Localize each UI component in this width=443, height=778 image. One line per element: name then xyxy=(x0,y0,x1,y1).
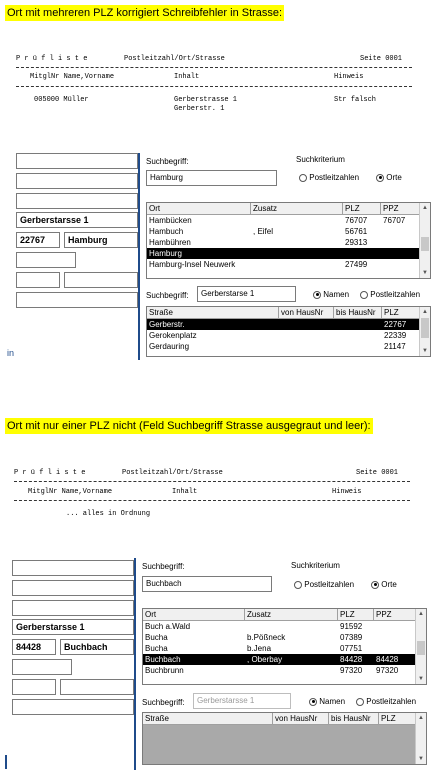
report1-col-inhalt: Inhalt xyxy=(174,73,200,81)
form2-ort-cell-ort: Bucha xyxy=(145,633,168,642)
form2-radio-postleitzahlen-label: Postleitzahlen xyxy=(366,697,417,706)
form2-ort-cell-ppz: 97320 xyxy=(376,666,399,675)
col-header-plz[interactable]: PLZ xyxy=(382,307,420,318)
form1-street-cell-plz: 22767 xyxy=(384,320,407,329)
form2-ort-cell-ppz: 84428 xyxy=(376,655,399,664)
form2-ort-cell-zusatz xyxy=(245,621,338,632)
scroll-down-icon[interactable]: ▼ xyxy=(418,676,424,682)
form1-field-2[interactable] xyxy=(16,173,138,189)
form2-ort-cell-zusatz: b.Pößneck xyxy=(247,633,286,642)
form1-street-cell-bis xyxy=(334,330,382,341)
form1-street-cell-von xyxy=(279,330,334,341)
form2-radio-plz-label: Postleitzahlen xyxy=(304,580,355,589)
form1-street-header xyxy=(147,307,420,319)
col-header-ort[interactable]: Ort xyxy=(147,203,251,214)
form1-ort-cell-ppz: 76707 xyxy=(383,216,406,225)
scroll-thumb[interactable] xyxy=(417,641,425,655)
form1-street-search-label: Suchbegriff: xyxy=(146,291,189,300)
form1-search-input[interactable]: Hamburg xyxy=(146,170,277,186)
radio-selected-icon xyxy=(376,174,384,182)
form1-ort-cell-zusatz xyxy=(251,248,343,259)
form1-ort-cell-zusatz xyxy=(251,215,343,226)
report1-row-nr-name: 005000 Müller xyxy=(34,96,89,104)
form1-ort-cell-plz: 29313 xyxy=(345,238,368,247)
form2-ort-cell-plz: 07389 xyxy=(340,633,363,642)
form2-radio-postleitzahlen[interactable] xyxy=(356,697,416,706)
report2-col-inhalt: Inhalt xyxy=(172,488,198,496)
form1-radio-plz[interactable] xyxy=(299,173,359,182)
form2-field-9[interactable] xyxy=(60,679,134,695)
report1-col-nr-name: MitglNr Name,Vorname xyxy=(30,73,115,81)
form1-ort-cell-ort: Hambühren xyxy=(149,238,191,247)
form1-field-7[interactable] xyxy=(16,252,76,268)
col-header-strasse[interactable]: Straße xyxy=(147,307,279,318)
scroll-down-icon[interactable]: ▼ xyxy=(422,270,428,276)
form2-ort-grid[interactable] xyxy=(142,608,427,685)
form2-field-1[interactable] xyxy=(12,560,134,576)
report2-divider-bottom xyxy=(14,500,410,501)
form1-field-9[interactable] xyxy=(64,272,138,288)
form1-ort-cell-ort: Hamburg xyxy=(149,249,182,258)
form2-field-10[interactable] xyxy=(12,699,134,715)
form1-ort-cell-ort: Hamburg-Insel Neuwerk xyxy=(149,260,236,269)
form1-ort-cell-zusatz xyxy=(251,237,343,248)
radio-icon xyxy=(356,698,364,706)
form2-divider xyxy=(134,558,136,770)
report2-divider-top xyxy=(14,481,410,482)
radio-icon xyxy=(294,581,302,589)
form1-field-8[interactable] xyxy=(16,272,60,288)
form2-street-field[interactable]: Gerberstarsse 1 xyxy=(12,619,134,635)
scroll-up-icon[interactable]: ▲ xyxy=(422,205,428,211)
form1-street-grid[interactable] xyxy=(146,306,431,357)
form2-street-scrollbar[interactable] xyxy=(415,713,426,764)
form1-ort-cell-ppz xyxy=(381,226,420,237)
form2-radio-orte-label: Orte xyxy=(381,580,397,589)
radio-icon xyxy=(360,291,368,299)
form1-radio-orte[interactable] xyxy=(376,173,402,182)
form1-radio-namen-label: Namen xyxy=(323,290,350,299)
form1-radio-plz-label: Postleitzahlen xyxy=(309,173,360,182)
form1-street-cell-plz: 22339 xyxy=(384,331,407,340)
form1-ort-header xyxy=(147,203,420,215)
form2-field-3[interactable] xyxy=(12,600,134,616)
col-header-bis[interactable]: bis HausNr xyxy=(334,307,382,318)
form2-ort-scrollbar[interactable] xyxy=(415,609,426,684)
form1-ort-grid[interactable] xyxy=(146,202,431,279)
form1-ort-cell-plz: 27499 xyxy=(345,260,368,269)
col-header-plz[interactable]: PLZ xyxy=(343,203,381,214)
col-header-ppz[interactable]: PPZ xyxy=(381,203,420,214)
form1-plz-field[interactable]: 22767 xyxy=(16,232,60,248)
form2-ort-cell-zusatz: , Oberbay xyxy=(247,655,283,664)
form2-ort-header xyxy=(143,609,416,621)
form1-radio-postleitzahlen[interactable] xyxy=(360,290,420,299)
form1-ort-cell-ppz xyxy=(381,248,420,259)
report2-col-nr-name: MitglNr Name,Vorname xyxy=(28,488,113,496)
form1-street-cell-plz: 21147 xyxy=(384,342,406,351)
form1-ort-cell-plz: 56761 xyxy=(345,227,368,236)
form1-street-field[interactable]: Gerberstarsse 1 xyxy=(16,212,138,228)
report1-col-hinweis: Hinweis xyxy=(334,73,364,81)
form2-radio-namen[interactable] xyxy=(309,697,345,706)
report2-header-right: Seite 0001 xyxy=(356,469,399,477)
form2-search-label: Suchbegriff: xyxy=(142,562,185,571)
section1-title: Ort mit mehreren PLZ korrigiert Schreibfehler in Strasse: xyxy=(7,7,283,19)
report1-divider-top xyxy=(16,67,412,68)
form2-ort-cell-ppz xyxy=(374,621,416,632)
form2-ort-cell-ppz xyxy=(374,643,416,654)
report2-ok-text: ... alles in Ordnung xyxy=(66,510,151,518)
col-header-plz: PLZ xyxy=(379,713,416,724)
form1-ort-row[interactable] xyxy=(147,226,420,237)
scroll-up-icon[interactable]: ▲ xyxy=(418,611,424,617)
col-header-zusatz[interactable]: Zusatz xyxy=(251,203,343,214)
scroll-down-icon[interactable]: ▼ xyxy=(418,756,424,762)
col-header-plz[interactable]: PLZ xyxy=(338,609,374,620)
form2-ort-cell-ort: Buchbach xyxy=(145,655,181,664)
form1-ort-row[interactable] xyxy=(147,215,420,226)
report1-divider-bottom xyxy=(16,86,412,87)
report2-header-mid: Postleitzahl/Ort/Strasse xyxy=(122,469,223,477)
form2-ort-cell-plz: 91592 xyxy=(340,622,363,631)
form2-street-search-input-disabled: Gerberstarsse 1 xyxy=(193,693,291,709)
report1-header-left: P r ü f l i s t e xyxy=(16,55,88,63)
form1-ort-cell-plz: 76707 xyxy=(345,216,368,225)
scroll-up-icon[interactable]: ▲ xyxy=(422,309,428,315)
form1-street-search-input[interactable]: Gerberstarse 1 xyxy=(197,286,296,302)
form2-ort-cell-plz: 97320 xyxy=(340,666,363,675)
form2-plz-field[interactable]: 84428 xyxy=(12,639,56,655)
col-header-von: von HausNr xyxy=(273,713,329,724)
form2-ort-row[interactable] xyxy=(143,665,416,676)
form1-street-cell-strasse: Gerberstr. xyxy=(149,320,185,329)
form1-street-row[interactable] xyxy=(147,319,420,330)
form2-field-8[interactable] xyxy=(12,679,56,695)
col-header-zusatz[interactable]: Zusatz xyxy=(245,609,338,620)
form1-street-cell-bis xyxy=(334,319,382,330)
form2-street-header xyxy=(143,713,416,725)
form1-ort-row[interactable] xyxy=(147,248,420,259)
report1-header-mid: Postleitzahl/Ort/Strasse xyxy=(124,55,225,63)
scroll-thumb[interactable] xyxy=(421,318,429,338)
form2-ort-cell-ort: Buchbrunn xyxy=(145,666,184,675)
form2-ort-row[interactable] xyxy=(143,621,416,632)
form2-search-input[interactable]: Buchbach xyxy=(142,576,272,592)
form1-street-cell-strasse: Gerdauring xyxy=(149,342,190,351)
report1-row-inhalt-1: Gerberstrasse 1 xyxy=(174,96,238,104)
form1-street-row[interactable] xyxy=(147,330,420,341)
report1-header-right: Seite 0001 xyxy=(360,55,403,63)
radio-selected-icon xyxy=(371,581,379,589)
form2-ort-cell-zusatz xyxy=(245,665,338,676)
form1-street-cell-von xyxy=(279,341,334,352)
form1-ort-row[interactable] xyxy=(147,259,420,270)
form2-field-7[interactable] xyxy=(12,659,72,675)
form2-ort-cell-ppz xyxy=(374,632,416,643)
form2-ort-cell-plz: 84428 xyxy=(340,655,363,664)
form2-criterion-label: Suchkriterium xyxy=(291,561,340,570)
form1-ort-cell-ppz xyxy=(381,237,420,248)
report1-row-inhalt-2: Gerberstr. 1 xyxy=(174,105,225,113)
report2-col-hinweis: Hinweis xyxy=(332,488,362,496)
radio-selected-icon xyxy=(313,291,321,299)
form1-ort-cell-ort: Hambücken xyxy=(149,216,192,225)
form1-street-cell-bis xyxy=(334,341,382,352)
col-header-bis: bis HausNr xyxy=(329,713,379,724)
section2-title: Ort mit nur einer PLZ nicht (Feld Suchbegriff Strasse ausgegraut und leer): xyxy=(7,420,371,432)
form1-criterion-label: Suchkriterium xyxy=(296,155,345,164)
form1-city-field[interactable]: Hamburg xyxy=(64,232,138,248)
form1-search-label: Suchbegriff: xyxy=(146,157,189,166)
form1-ort-row[interactable] xyxy=(147,237,420,248)
col-header-strasse: Straße xyxy=(143,713,273,724)
scroll-up-icon[interactable]: ▲ xyxy=(418,715,424,721)
form1-radio-orte-label: Orte xyxy=(386,173,402,182)
form1-divider xyxy=(138,153,140,360)
form1-field-1[interactable] xyxy=(16,153,138,169)
form1-street-cell-strasse: Gerokenplatz xyxy=(149,331,197,340)
col-header-ort[interactable]: Ort xyxy=(143,609,245,620)
col-header-ppz[interactable]: PPZ xyxy=(374,609,416,620)
form1-radio-postleitzahlen-label: Postleitzahlen xyxy=(370,290,421,299)
form2-ort-row[interactable] xyxy=(143,654,416,665)
form1-field-10[interactable] xyxy=(16,292,138,308)
form2-street-search-label: Suchbegriff: xyxy=(142,698,185,707)
report2-header-left: P r ü f l i s t e xyxy=(14,469,86,477)
form1-ort-cell-zusatz xyxy=(251,259,343,270)
form1-edge-text: in xyxy=(7,348,15,358)
col-header-von[interactable]: von HausNr xyxy=(279,307,334,318)
form2-ort-cell-ort: Buch a.Wald xyxy=(145,622,191,631)
form1-radio-namen[interactable] xyxy=(313,290,349,299)
form2-ort-cell-ort: Bucha xyxy=(145,644,168,653)
form1-ort-cell-zusatz: , Eifel xyxy=(253,227,274,236)
form2-ort-row[interactable] xyxy=(143,643,416,654)
form2-radio-orte[interactable] xyxy=(371,580,397,589)
form1-street-scrollbar[interactable] xyxy=(419,307,430,356)
form2-ort-row[interactable] xyxy=(143,632,416,643)
form1-ort-cell-ort: Hambuch xyxy=(149,227,184,236)
form2-city-field[interactable]: Buchbach xyxy=(60,639,134,655)
form2-ort-cell-plz: 07751 xyxy=(340,644,363,653)
report1-row-hinweis: Str falsch xyxy=(334,96,377,104)
form2-field-2[interactable] xyxy=(12,580,134,596)
radio-selected-icon xyxy=(309,698,317,706)
form1-ort-scrollbar[interactable] xyxy=(419,203,430,278)
scroll-down-icon[interactable]: ▼ xyxy=(422,348,428,354)
form1-ort-cell-plz xyxy=(343,248,381,259)
form2-edge-marker xyxy=(5,755,7,769)
form2-street-grid-empty xyxy=(142,712,427,765)
form1-street-row[interactable] xyxy=(147,341,420,352)
scroll-thumb[interactable] xyxy=(421,237,429,251)
form2-radio-namen-label: Namen xyxy=(319,697,346,706)
form1-field-3[interactable] xyxy=(16,193,138,209)
form1-street-cell-von xyxy=(279,319,334,330)
form2-radio-plz[interactable] xyxy=(294,580,354,589)
form1-ort-cell-ppz xyxy=(381,259,420,270)
form2-ort-cell-zusatz: b.Jena xyxy=(247,644,272,653)
radio-icon xyxy=(299,174,307,182)
